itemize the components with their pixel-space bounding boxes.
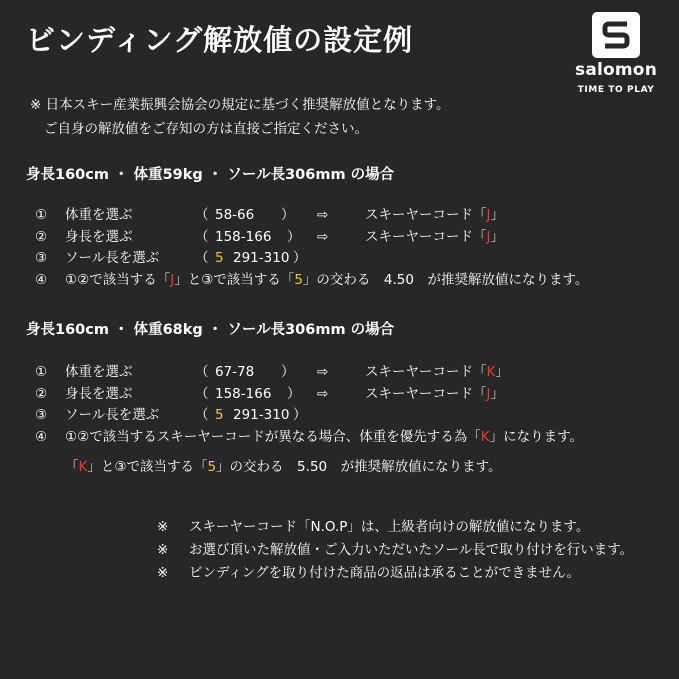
brand-tagline: TIME TO PLAY xyxy=(577,85,655,95)
brand-wordmark: salomon xyxy=(575,60,657,80)
step-result xyxy=(365,205,504,227)
step-label: 体重を選ぶ xyxy=(65,364,133,380)
step-4-text xyxy=(65,270,588,292)
paren-close: ） xyxy=(293,407,307,423)
result-suffix: 」 xyxy=(495,364,509,380)
note-mark: ※ xyxy=(157,542,169,558)
text-part: 」と③で該当する「 xyxy=(87,459,208,475)
result-prefix: スキーヤーコード「 xyxy=(365,228,487,245)
text-part: 」の交わる 4.50 が推奨解放値になります。 xyxy=(302,271,589,288)
skier-code: J xyxy=(486,207,491,223)
step-range: 158-166 xyxy=(215,228,272,245)
arrow-right-icon: ⇨ xyxy=(317,207,329,223)
result-prefix: スキーヤーコード「 xyxy=(365,385,487,402)
paren-close: ） xyxy=(287,228,301,245)
brand-logo xyxy=(566,12,666,95)
arrow-right-icon: ⇨ xyxy=(317,364,329,380)
step-range: 158-166 xyxy=(215,385,272,402)
text-part: 」になります。 xyxy=(489,428,583,445)
sole-code: 5 xyxy=(215,407,224,423)
footnote xyxy=(157,539,633,562)
paren-close: ） xyxy=(281,364,295,380)
result-suffix: 」 xyxy=(490,385,504,402)
step-range: 67-78 xyxy=(215,364,255,380)
step-result xyxy=(365,384,504,406)
step-label: ソール長を選ぶ xyxy=(65,250,160,266)
skier-code: J xyxy=(170,271,175,288)
sole-code: 5 xyxy=(207,459,217,475)
paren-open: （ xyxy=(195,407,209,423)
paren-open: （ xyxy=(195,250,209,266)
case2-heading: 身長160cm ・ 体重68kg ・ ソール長306mm の場合 xyxy=(26,322,395,338)
step-number: ① xyxy=(35,207,48,223)
note-mark: ※ xyxy=(157,565,169,581)
text-part: 「 xyxy=(65,459,79,475)
paren-open: （ xyxy=(195,364,209,380)
paren-close: ） xyxy=(287,385,301,402)
paren-open: （ xyxy=(195,207,209,223)
salomon-s-logo-icon xyxy=(592,12,640,58)
result-prefix: スキーヤーコード「 xyxy=(365,364,487,380)
arrow-right-icon: ⇨ xyxy=(317,228,329,245)
footnote xyxy=(157,562,633,585)
result-suffix: 」 xyxy=(490,228,504,245)
step-label: 身長を選ぶ xyxy=(65,228,133,245)
step-4-text xyxy=(65,427,583,449)
step-result xyxy=(365,362,509,384)
step-number: ③ xyxy=(35,407,48,423)
notice-line-2: ご自身の解放値をご存知の方は直接ご指定ください。 xyxy=(44,121,368,137)
sole-code: 5 xyxy=(294,271,303,288)
paren-close: ） xyxy=(281,207,295,223)
note-text: スキーヤーコード「N.O.P」は、上級者向けの解放値になります。 xyxy=(189,519,590,535)
step-number: ① xyxy=(35,364,48,380)
notice-line-1: ※ 日本スキー産業振興会協会の規定に基づく推奨解放値となります。 xyxy=(30,97,450,113)
skier-code: K xyxy=(480,428,490,445)
arrow-right-icon: ⇨ xyxy=(317,385,329,402)
note-text: お選び頂いた解放値・ご入力いただいたソール長で取り付けを行います。 xyxy=(189,542,634,558)
step-range: 291-310 xyxy=(233,407,290,423)
skier-code: K xyxy=(78,459,88,475)
text-part: 」の交わる 5.50 が推奨解放値になります。 xyxy=(216,459,502,475)
paren-open: （ xyxy=(195,228,209,245)
step-label: ソール長を選ぶ xyxy=(65,407,160,423)
note-text: ビンディングを取り付けた商品の返品は承ることができません。 xyxy=(189,565,580,581)
text-part: ①②で該当するスキーヤーコードが異なる場合、体重を優先する為「 xyxy=(65,428,481,445)
text-part: 」と③で該当する「 xyxy=(174,271,295,288)
paren-close: ） xyxy=(293,250,307,266)
skier-code: J xyxy=(486,385,491,402)
result-suffix: 」 xyxy=(490,207,504,223)
case2-step-4-continued xyxy=(65,455,502,475)
step-result xyxy=(365,227,504,249)
skier-code: J xyxy=(486,228,491,245)
page-title: ビンディング解放値の設定例 xyxy=(26,23,414,57)
skier-code: K xyxy=(486,364,496,380)
step-number: ③ xyxy=(35,250,48,266)
case1-heading: 身長160cm ・ 体重59kg ・ ソール長306mm の場合 xyxy=(26,167,395,183)
note-mark: ※ xyxy=(157,519,169,535)
step-label: 体重を選ぶ xyxy=(65,207,133,223)
step-number: ② xyxy=(35,228,48,245)
footnotes xyxy=(157,516,633,585)
footnote xyxy=(157,516,633,539)
step-number: ④ xyxy=(35,428,48,445)
result-prefix: スキーヤーコード「 xyxy=(365,207,487,223)
step-range: 58-66 xyxy=(215,207,255,223)
text-part: ①②で該当する「 xyxy=(65,271,171,288)
paren-open: （ xyxy=(195,385,209,402)
step-range: 291-310 xyxy=(233,250,290,266)
step-number: ④ xyxy=(35,271,48,288)
step-number: ② xyxy=(35,385,48,402)
sole-code: 5 xyxy=(215,250,224,266)
step-label: 身長を選ぶ xyxy=(65,385,133,402)
notice xyxy=(30,93,450,141)
